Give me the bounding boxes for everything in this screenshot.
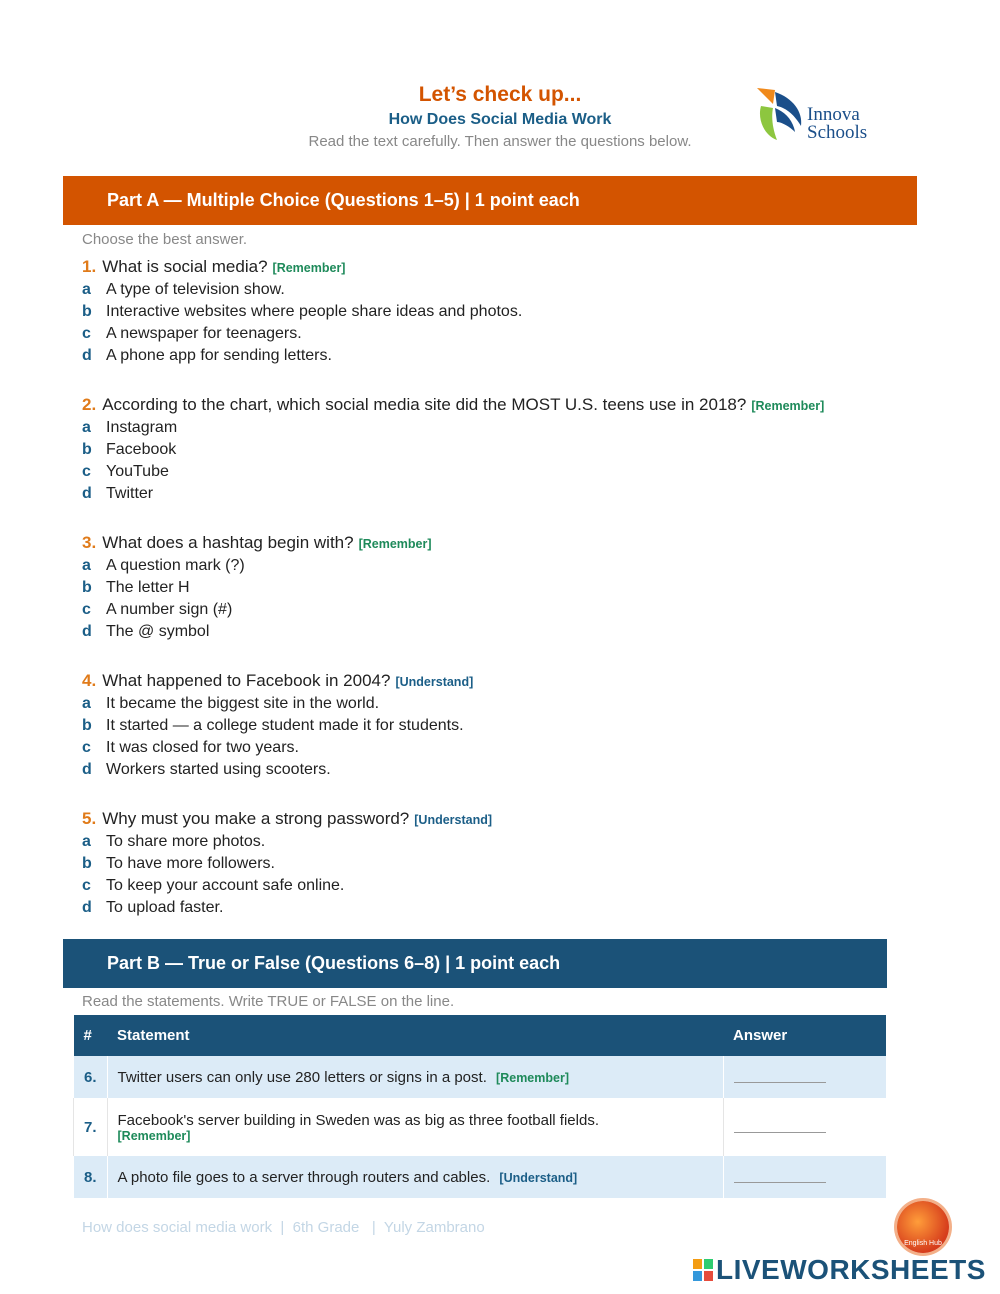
option-text: Workers started using scooters.	[106, 761, 331, 778]
liveworksheets-logo	[693, 1254, 986, 1286]
statement-text: Twitter users can only use 280 letters or signs in a post.	[117, 1068, 487, 1086]
col-header-answer: Answer	[723, 1015, 886, 1056]
row-statement	[107, 1156, 723, 1198]
option-text: It became the biggest site in the world.	[106, 695, 380, 712]
answer-cell[interactable]	[723, 1056, 886, 1098]
question-5	[82, 809, 492, 829]
option-text: Twitter	[106, 485, 154, 502]
answer-option[interactable]	[82, 833, 265, 851]
question-3	[82, 533, 432, 553]
option-letter: b	[82, 855, 92, 872]
answer-line[interactable]	[734, 1168, 826, 1183]
liveworksheets-wordmark: LIVEWORKSHEETS	[716, 1254, 986, 1285]
answer-line[interactable]	[734, 1118, 826, 1133]
option-text: The @ symbol	[106, 623, 210, 640]
option-letter: d	[82, 899, 92, 916]
answer-option[interactable]	[82, 623, 209, 641]
question-2	[82, 395, 824, 415]
table-header-row	[74, 1015, 887, 1056]
option-letter: b	[82, 303, 92, 320]
question-number: 5.	[82, 809, 97, 828]
option-text: It was closed for two years.	[106, 739, 299, 756]
option-letter: c	[82, 601, 91, 618]
col-header-number: #	[74, 1015, 108, 1056]
option-text: Instagram	[106, 419, 178, 436]
option-text: To share more photos.	[106, 833, 266, 850]
answer-option[interactable]	[82, 441, 176, 459]
question-text: What does a hashtag begin with?	[102, 533, 354, 552]
answer-option[interactable]	[82, 739, 299, 757]
answer-option[interactable]	[82, 877, 344, 895]
option-text: A type of television show.	[106, 281, 285, 298]
option-letter: c	[82, 463, 91, 480]
badge-text: English Hub	[904, 1240, 942, 1247]
part-b-heading: Part B — True or False (Questions 6–8) | 1 point each	[63, 939, 887, 988]
answer-option[interactable]	[82, 761, 331, 779]
question-number: 4.	[82, 671, 97, 690]
row-number: 7.	[74, 1098, 108, 1156]
answer-option[interactable]	[82, 325, 302, 343]
question-number: 2.	[82, 395, 97, 414]
logo-text-innova: Innova	[807, 104, 860, 125]
answer-line[interactable]	[734, 1068, 826, 1083]
option-text: To keep your account safe online.	[106, 877, 345, 894]
question-text: What happened to Facebook in 2004?	[102, 671, 391, 690]
question-4	[82, 671, 473, 691]
bloom-tag: [Understand]	[414, 813, 493, 827]
option-text: Interactive websites where people share ideas and photos.	[106, 303, 523, 320]
answer-option[interactable]	[82, 601, 232, 619]
option-letter: c	[82, 877, 91, 894]
statement-text: Facebook's server building in Sweden was as big as three football fields.	[117, 1111, 599, 1129]
row-number: 8.	[74, 1156, 108, 1198]
intro-text: Read the text carefully. Then answer the questions below.	[308, 133, 692, 150]
option-letter: b	[82, 579, 92, 596]
table-row	[74, 1098, 887, 1156]
answer-option[interactable]	[82, 419, 177, 437]
page-subtitle: How Does Social Media Work	[388, 111, 612, 128]
table-row	[74, 1056, 887, 1098]
answer-option[interactable]	[82, 485, 153, 503]
question-text: What is social media?	[102, 257, 268, 276]
part-b-instruction: Read the statements. Write TRUE or FALSE on the line.	[82, 993, 455, 1010]
option-text: To upload faster.	[106, 899, 224, 916]
option-letter: b	[82, 441, 92, 458]
option-letter: a	[82, 281, 91, 298]
bloom-tag: [Remember]	[496, 1070, 569, 1085]
innova-schools-logo	[755, 86, 885, 146]
option-text: It started — a college student made it for students.	[106, 717, 464, 734]
option-letter: b	[82, 717, 92, 734]
option-letter: a	[82, 557, 91, 574]
option-letter: c	[82, 739, 91, 756]
answer-option[interactable]	[82, 717, 464, 735]
answer-cell[interactable]	[723, 1098, 886, 1156]
bloom-tag: [Remember]	[117, 1128, 191, 1143]
part-a-heading: Part A — Multiple Choice (Questions 1–5) | 1 point each	[63, 176, 917, 225]
option-letter: d	[82, 761, 92, 778]
answer-option[interactable]	[82, 855, 275, 873]
footer-credits: How does social media work | 6th Grade | Yuly Zambrano	[82, 1219, 485, 1236]
option-text: Facebook	[106, 441, 177, 458]
row-statement	[107, 1098, 723, 1156]
question-1	[82, 257, 345, 277]
statement-text: A photo file goes to a server through routers and cables.	[117, 1168, 491, 1186]
option-text: The letter H	[106, 579, 190, 596]
option-text: A question mark (?)	[106, 557, 245, 574]
option-text: YouTube	[106, 463, 169, 480]
part-a-instruction: Choose the best answer.	[82, 231, 248, 248]
option-letter: a	[82, 695, 91, 712]
answer-option[interactable]	[82, 303, 522, 321]
english-hub-badge	[897, 1201, 949, 1253]
answer-option[interactable]	[82, 557, 245, 575]
question-text: According to the chart, which social media site did the MOST U.S. teens use in 2018?	[102, 395, 747, 414]
logo-text-schools: Schools	[807, 122, 868, 143]
innova-leaf-icon	[755, 86, 805, 144]
answer-option[interactable]	[82, 463, 169, 481]
row-statement	[107, 1056, 723, 1098]
answer-option[interactable]	[82, 899, 223, 917]
option-text: A number sign (#)	[106, 601, 233, 618]
bloom-tag: [Remember]	[358, 537, 432, 551]
answer-cell[interactable]	[723, 1156, 886, 1198]
true-false-table	[73, 1015, 886, 1198]
answer-option[interactable]	[82, 579, 190, 597]
option-letter: d	[82, 623, 92, 640]
col-header-statement: Statement	[107, 1015, 723, 1056]
question-number: 1.	[82, 257, 97, 276]
option-text: To have more followers.	[106, 855, 275, 872]
option-letter: c	[82, 325, 91, 342]
liveworksheets-grid-icon	[693, 1259, 713, 1281]
option-letter: a	[82, 419, 91, 436]
answer-option[interactable]	[82, 347, 332, 365]
row-number: 6.	[74, 1056, 108, 1098]
question-text: Why must you make a strong password?	[102, 809, 410, 828]
option-text: A newspaper for teenagers.	[106, 325, 302, 342]
option-text: A phone app for sending letters.	[106, 347, 332, 364]
answer-option[interactable]	[82, 695, 379, 713]
bloom-tag: [Remember]	[272, 261, 346, 275]
answer-option[interactable]	[82, 281, 285, 299]
logo-wordmark	[807, 106, 867, 142]
option-letter: a	[82, 833, 91, 850]
bloom-tag: [Understand]	[395, 675, 474, 689]
question-number: 3.	[82, 533, 97, 552]
bloom-tag: [Remember]	[751, 399, 825, 413]
bloom-tag: [Understand]	[499, 1170, 578, 1185]
option-letter: d	[82, 485, 92, 502]
option-letter: d	[82, 347, 92, 364]
page-title: Let’s check up...	[418, 83, 582, 106]
table-row	[74, 1156, 887, 1198]
